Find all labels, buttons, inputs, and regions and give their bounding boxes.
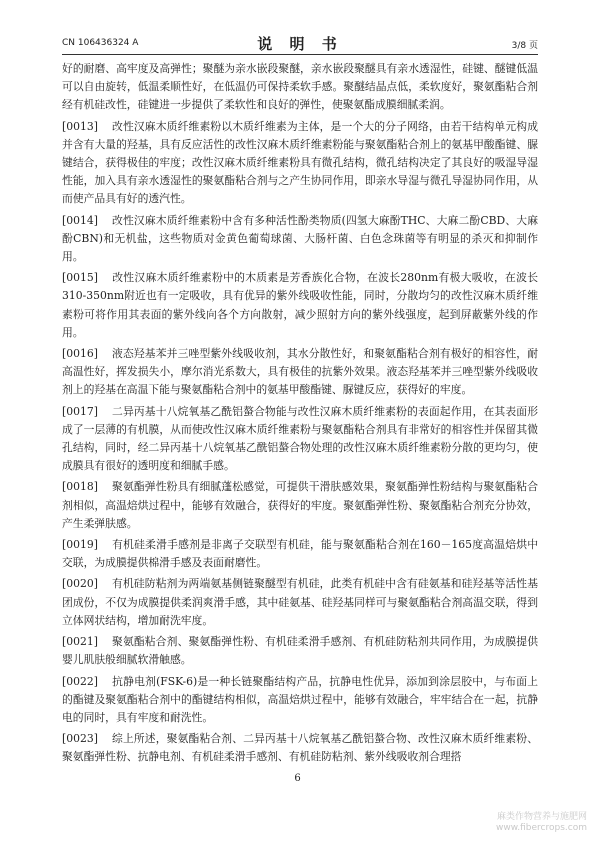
paragraph [62,575,538,630]
page-number: 6 [294,773,301,784]
paragraph [62,345,538,400]
paragraph [62,730,538,766]
page-info: 3/8 页 [511,41,538,51]
paragraph-number: [0014] [62,213,98,227]
publication-number: CN 106436324 A [62,38,139,48]
paragraph-text: 聚氨酯弹性粉具有细腻蓬松感觉，可提供干滑肤感效果，聚氨酯弹性粉结构与聚氨酯粘合剂相似，高温焙烘过程中，能够有效融合，获得好的牢度。聚氨酯弹性粉、聚氨酯粘合剂充分协效，产生柔弹肤感。 [62,480,538,530]
paragraph-number: [0017] [62,404,98,418]
paragraph-text: 聚氨酯粘合剂、聚氨酯弹性粉、有机硅柔滑手感剂、有机硅防粘剂共同作用，为成膜提供婴儿肌肤般细腻软滑触感。 [62,635,538,667]
document-title: 说 明 书 [257,35,343,53]
paragraph-list [62,118,538,767]
paragraph-text: 改性汉麻木质纤维素粉以木质纤维素为主体，是一个大的分子网络，由若干结构单元构成并含有大量的羟基，具有反应活性的改性汉麻木质纤维素粉能与聚氨酯粘合剂上的氨基甲酸酯键、脲键结合，获得极佳的牢度；改性汉麻木质纤维素粉具有微孔结构，微孔结构决定了其良好的吸湿导湿性能，加入具有亲水透湿性的聚氨酯粘合剂与之产生协同作用，即亲水导湿与微孔导湿协同作用，从而使产品具有好的透汽性。 [62,119,538,206]
paragraph [62,212,538,267]
watermark-url: www.fibercrops.com [496,823,587,833]
paragraph-number: [0013] [62,119,98,133]
page-header [62,32,538,55]
paragraph-number: [0018] [62,480,98,494]
paragraph-number: [0021] [62,635,98,649]
watermark-site-name: 麻类作物营养与施肥网 [496,812,587,822]
paragraph-text: 二异丙基十八烷氧基乙酰铝螯合物能与改性汉麻木质纤维素粉的表面起作用，在其表面形成了一层薄的有机膜，从而使改性汉麻木质纤维素粉与聚氨酯粘合剂具有非常好的相容性并保留其微孔结构，同时，经二异丙基十八烷氧基乙酰铝螯合物处理的改性汉麻木质纤维素粉分散的更均匀，使成膜具有很好的透明度和细腻手感。 [62,404,538,473]
paragraph-number: [0019] [62,538,98,552]
paragraph-number: [0016] [62,347,98,361]
paragraph [62,478,538,533]
continuation-paragraph: 好的耐磨、高牢度及高弹性；聚醚为亲水嵌段聚醚，亲水嵌段聚醚具有亲水透湿性，硅键、醚键低温可以自由旋转，低温柔顺性好，在低温仍可保持柔软手感。聚醚结晶点低，柔软度好，聚氨酯粘合剂经有机硅改性，硅键进一步提供了柔软性和良好的弹性，使聚氨酯成膜细腻柔润。 [62,62,538,112]
paragraph-number: [0015] [62,271,98,285]
paragraph [62,118,538,209]
paragraph-number: [0020] [62,577,98,591]
paragraph [62,403,538,476]
paragraph-text: 有机硅柔滑手感剂是非离子交联型有机硅，能与聚氨酯粘合剂在160－165度高温焙烘中交联，为成膜提供棉滑手感及表面耐磨性。 [62,538,538,570]
paragraph-text: 液态羟基苯并三唑型紫外线吸收剂，其水分散性好，和聚氨酯粘合剂有极好的相容性，耐高温性好，挥发损失小，摩尔消光系数大，具有极佳的抗紫外效果。液态羟基苯并三唑型紫外线吸收剂上的羟基在高温下能与聚氨酯粘合剂中的氨基甲酸酯键、脲键反应，获得好的牢度。 [62,347,538,397]
paragraph [62,269,538,342]
paragraph-text: 抗静电剂(FSK-6)是一种长链聚酯结构产品，抗静电性优异，添加到涂层胶中，与布面上的酯键及聚氨酯粘合剂中的酯键结构相似，高温焙烘过程中，能够有效融合，牢牢结合在一起，抗静电的同时，具有牢度和耐洗性。 [62,674,538,724]
paragraph-number: [0022] [62,674,98,688]
paragraph-number: [0023] [62,732,98,746]
paragraph-text: 有机硅防粘剂为两端氨基侧链聚醚型有机硅，此类有机硅中含有硅氨基和硅羟基等活性基团成份，不仅为成膜提供柔润爽滑手感，其中硅氨基、硅羟基同样可与聚氨酯粘合剂高温交联，得到立体网状结构，增加耐洗牢度。 [62,577,538,627]
document-body [62,60,538,770]
paragraph-text: 改性汉麻木质纤维素粉中的木质素是芳香族化合物，在波长280nm有极大吸收，在波长310-350nm附近也有一定吸收，具有优异的紫外线吸收性能，同时，分散均匀的改性汉麻木质纤维素粉可将作用其表面的紫外线向各个方向散射，减少照射方向的紫外线强度，起到屏蔽紫外线的作用。 [62,271,538,339]
paragraph [62,673,538,728]
watermark [496,812,587,834]
paragraph-text: 改性汉麻木质纤维素粉中含有多种活性酚类物质(四氢大麻酚THC、大麻二酚CBD、大麻酚CBN)和无机盐，这些物质对金黄色葡萄球菌、大肠杆菌、白色念珠菌等有明显的杀灭和抑制作用。 [62,213,538,264]
paragraph [62,536,538,572]
paragraph [62,633,538,669]
paragraph-text: 综上所述，聚氨酯粘合剂、二异丙基十八烷氧基乙酰铝螯合物、改性汉麻木质纤维素粉、聚氨酯弹性粉、抗静电剂、有机硅柔滑手感剂、有机硅防粘剂、紫外线吸收剂合理搭 [62,732,538,764]
